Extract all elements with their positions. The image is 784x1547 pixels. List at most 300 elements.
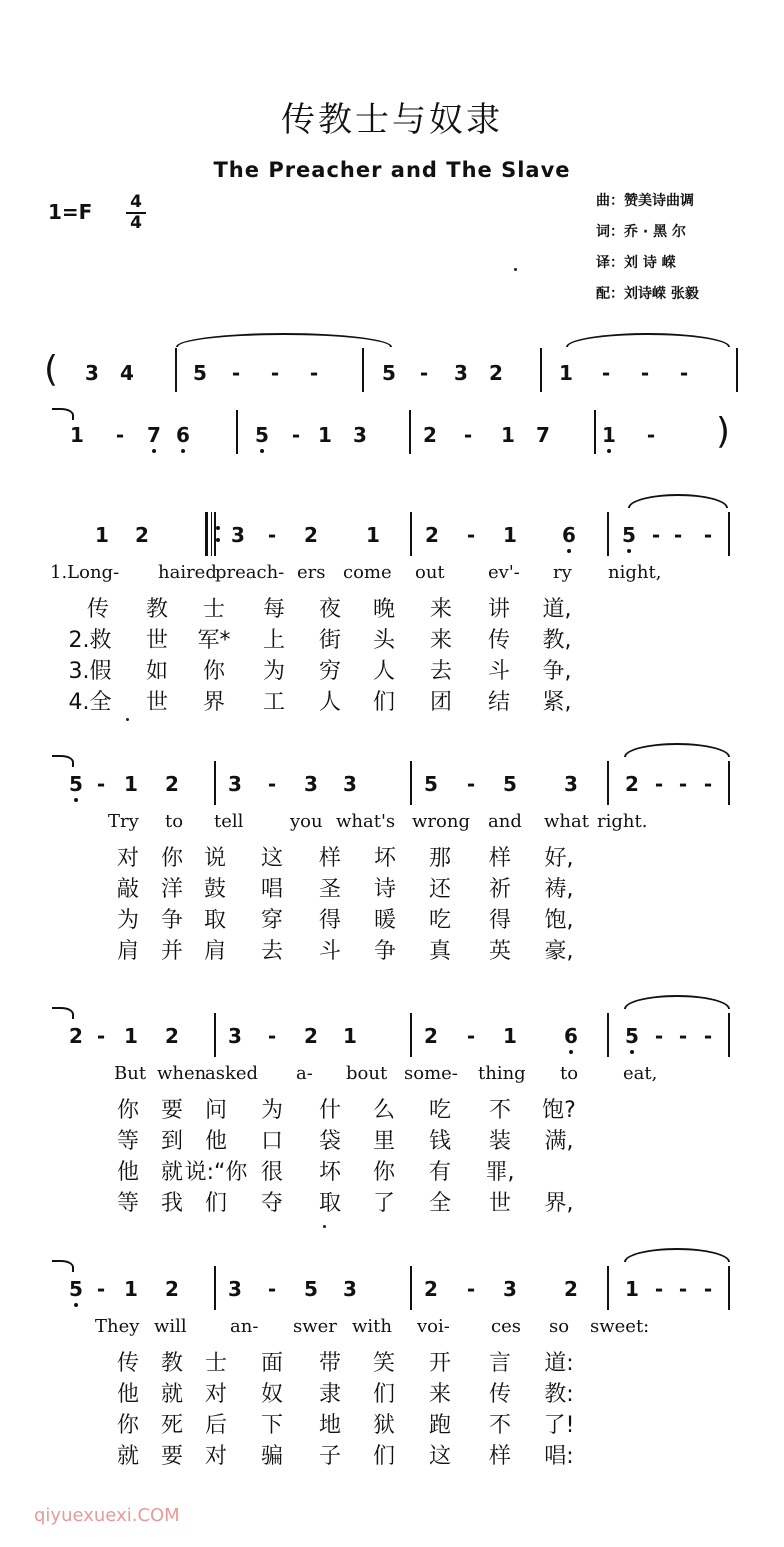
lyric-chinese: 后 <box>204 1413 228 1438</box>
note: 3 <box>228 772 242 796</box>
lyric-chinese: 为 <box>260 1098 284 1123</box>
lyric-chinese: 穿 <box>260 908 284 933</box>
note: - <box>267 1024 277 1048</box>
octave-dot <box>627 549 631 553</box>
lyric-chinese: 争, <box>542 659 572 684</box>
note: - <box>678 1277 688 1301</box>
barline <box>236 410 238 454</box>
lyric-chinese: 传 <box>116 1351 140 1376</box>
lyric-chinese: 如 <box>145 659 169 684</box>
lyric-english: sweet: <box>590 1316 650 1337</box>
lyric-chinese: 2.救 <box>68 628 112 653</box>
lyric-chinese: 死 <box>160 1413 184 1438</box>
note: 3 <box>231 523 245 547</box>
lyric-chinese: 这 <box>260 846 284 871</box>
lyric-chinese: 晚 <box>372 597 396 622</box>
lyric-chinese: 教: <box>544 1382 574 1407</box>
octave-dot <box>74 798 78 802</box>
note: - <box>270 361 280 385</box>
note: 5 <box>424 772 438 796</box>
note: 1 <box>602 424 616 446</box>
note: 5 <box>193 361 207 385</box>
lyric-english: asked <box>205 1063 259 1084</box>
note: 7 <box>147 424 161 446</box>
lyric-chinese: 上 <box>262 628 286 653</box>
lyric-chinese: 唱: <box>544 1444 574 1469</box>
lyric-english: night, <box>608 562 662 583</box>
note: - <box>678 1024 688 1048</box>
lyric-chinese: 教 <box>145 597 169 622</box>
barline <box>362 348 364 392</box>
speck <box>323 1225 326 1228</box>
barline <box>607 761 609 805</box>
credit-music: 曲：赞美诗曲调 <box>596 193 694 209</box>
lyric-chinese: 跑 <box>428 1413 452 1438</box>
watermark: qiyuexuexi.COM <box>34 1505 180 1526</box>
note: - <box>654 1277 664 1301</box>
lyric-chinese: 满, <box>544 1129 574 1154</box>
note: - <box>466 1024 476 1048</box>
lyric-chinese: 对 <box>204 1382 228 1407</box>
lyric-chinese: 唱 <box>260 877 284 902</box>
note: 6 <box>176 424 190 446</box>
lyric-chinese: 全 <box>428 1191 452 1216</box>
lyric-english: you <box>290 811 323 832</box>
lyric-chinese: 并 <box>160 939 184 964</box>
note: 7 <box>536 423 550 447</box>
lyric-chinese: 工 <box>262 690 286 715</box>
lyric-chinese: 不 <box>488 1413 512 1438</box>
lyric-chinese: 得 <box>488 908 512 933</box>
lyric-chinese: 世 <box>488 1191 512 1216</box>
tie-continuation <box>52 755 74 767</box>
lyric-chinese: 4.全 <box>68 690 112 715</box>
lyric-english: haired <box>158 562 217 583</box>
lyric-chinese: 真 <box>428 939 452 964</box>
lyric-chinese: 诗 <box>373 877 397 902</box>
song-subtitle: The Preacher and The Slave <box>213 158 571 182</box>
lyric-chinese: 里 <box>372 1129 396 1154</box>
lyric-english: to <box>560 1063 579 1084</box>
barline <box>409 410 411 454</box>
lyric-chinese: 很 <box>260 1160 284 1185</box>
lyric-english: 1.Long- <box>50 562 120 583</box>
lyric-chinese: 来 <box>429 628 453 653</box>
lyric-chinese: 取 <box>318 1191 342 1216</box>
note: 1 <box>70 423 84 447</box>
lyric-chinese: 就 <box>160 1160 184 1185</box>
lyric-chinese: 军* <box>197 628 231 653</box>
open-parenthesis: ( <box>44 349 59 390</box>
note: 5 <box>503 772 517 796</box>
lyric-chinese: 士 <box>202 597 226 622</box>
note: 1 <box>625 1277 639 1301</box>
note: 5 <box>69 773 83 795</box>
lyric-chinese: 祷, <box>544 877 574 902</box>
lyric-chinese: 道, <box>542 597 572 622</box>
lyric-chinese: 们 <box>372 690 396 715</box>
lyric-chinese: 头 <box>372 628 396 653</box>
tie-continuation <box>52 1260 74 1272</box>
note: 6 <box>562 524 576 546</box>
note: - <box>463 423 473 447</box>
note: 2 <box>165 1277 179 1301</box>
note: 5 <box>69 1278 83 1300</box>
lyric-chinese: 罪, <box>485 1160 515 1185</box>
note: - <box>601 361 611 385</box>
lyric-english: what's <box>336 811 396 832</box>
note: 2 <box>165 1024 179 1048</box>
lyric-chinese: 人 <box>318 690 342 715</box>
lyric-chinese: 传 <box>86 597 110 622</box>
lyric-chinese: 言 <box>488 1351 512 1376</box>
note: 1 <box>503 1024 517 1048</box>
speck <box>126 718 129 721</box>
lyric-chinese: 传 <box>487 628 511 653</box>
note: 3 <box>353 423 367 447</box>
lyric-chinese: 夺 <box>260 1191 284 1216</box>
lyric-chinese: 还 <box>428 877 452 902</box>
note: 2 <box>424 1024 438 1048</box>
lyric-english: bout <box>346 1063 388 1084</box>
barline <box>410 512 412 556</box>
note: - <box>267 523 277 547</box>
repeat-dot <box>216 526 220 530</box>
lyric-chinese: 饱, <box>544 908 574 933</box>
note: 3 <box>228 1024 242 1048</box>
barline <box>214 512 216 556</box>
lyric-english: ry <box>553 562 572 583</box>
lyric-chinese: 吃 <box>428 1098 452 1123</box>
lyric-chinese: 问 <box>204 1098 228 1123</box>
lyric-chinese: 装 <box>488 1129 512 1154</box>
lyric-chinese: 了! <box>543 1413 575 1438</box>
note: 5 <box>382 361 396 385</box>
note: - <box>678 772 688 796</box>
lyric-chinese: 们 <box>372 1444 396 1469</box>
lyric-chinese: 下 <box>260 1413 284 1438</box>
lyric-chinese: 3.假 <box>68 659 112 684</box>
tie-slur <box>566 333 730 347</box>
barline <box>410 761 412 805</box>
note: 1 <box>343 1024 357 1048</box>
note: 3 <box>228 1277 242 1301</box>
lyric-chinese: 界 <box>202 690 226 715</box>
lyric-chinese: 士 <box>204 1351 228 1376</box>
barline <box>410 1266 412 1310</box>
barline <box>728 1266 730 1310</box>
barline <box>728 512 730 556</box>
lyric-english: to <box>165 811 184 832</box>
barline <box>607 1266 609 1310</box>
note: 1 <box>124 1024 138 1048</box>
note: - <box>703 1277 713 1301</box>
octave-dot <box>152 449 156 453</box>
note: - <box>703 523 713 547</box>
lyric-chinese: 对 <box>116 846 140 871</box>
lyric-chinese: 坏 <box>318 1160 342 1185</box>
credit-lyrics: 词：乔 · 黑 尔 <box>596 224 686 240</box>
lyric-chinese: 他 <box>116 1160 140 1185</box>
note: 5 <box>304 1277 318 1301</box>
barline <box>410 1013 412 1057</box>
note: 5 <box>255 424 269 446</box>
note: 1 <box>124 772 138 796</box>
tie-continuation <box>52 1007 74 1019</box>
note: 2 <box>424 1277 438 1301</box>
lyric-chinese: 带 <box>318 1351 342 1376</box>
lyric-english: ces <box>491 1316 521 1337</box>
lyric-chinese: 口 <box>260 1129 284 1154</box>
lyric-chinese: 为 <box>262 659 286 684</box>
lyric-chinese: 穷 <box>318 659 342 684</box>
barline <box>540 348 542 392</box>
octave-dot <box>181 449 185 453</box>
lyric-chinese: 斗 <box>487 659 511 684</box>
lyric-chinese: 紧, <box>542 690 572 715</box>
note: - <box>291 423 301 447</box>
barline <box>607 1013 609 1057</box>
note: - <box>651 523 661 547</box>
lyric-english: voi- <box>417 1316 450 1337</box>
lyric-chinese: 们 <box>204 1191 228 1216</box>
note: 4 <box>120 361 134 385</box>
lyric-chinese: 敲 <box>116 877 140 902</box>
note: 2 <box>165 772 179 796</box>
lyric-chinese: 教 <box>160 1351 184 1376</box>
note: 3 <box>85 361 99 385</box>
note: 3 <box>503 1277 517 1301</box>
lyric-chinese: 传 <box>488 1382 512 1407</box>
lyric-chinese: 得 <box>318 908 342 933</box>
note: 2 <box>423 423 437 447</box>
lyric-chinese: 去 <box>260 939 284 964</box>
note: - <box>679 361 689 385</box>
lyric-chinese: 就 <box>116 1444 140 1469</box>
lyric-chinese: 地 <box>318 1413 342 1438</box>
note: 2 <box>135 523 149 547</box>
lyric-chinese: 为 <box>116 908 140 933</box>
lyric-chinese: 说:“你 <box>184 1160 248 1185</box>
lyric-chinese: 笑 <box>372 1351 396 1376</box>
note: 2 <box>625 772 639 796</box>
note: - <box>231 361 241 385</box>
note: 1 <box>503 523 517 547</box>
lyric-english: thing <box>478 1063 526 1084</box>
lyric-chinese: 有 <box>428 1160 452 1185</box>
lyric-chinese: 隶 <box>318 1382 342 1407</box>
note: 2 <box>69 1024 83 1048</box>
octave-dot <box>569 1050 573 1054</box>
lyric-chinese: 那 <box>428 846 452 871</box>
lyric-chinese: 夜 <box>318 597 342 622</box>
lyric-chinese: 袋 <box>318 1129 342 1154</box>
lyric-english: ev'- <box>488 562 520 583</box>
barline <box>736 348 738 392</box>
note: 5 <box>625 1025 639 1047</box>
note: 1 <box>501 423 515 447</box>
lyric-chinese: 肩 <box>203 939 227 964</box>
note: 2 <box>304 1024 318 1048</box>
song-title: 传教士与奴隶 <box>281 100 503 140</box>
time-signature <box>126 194 146 232</box>
note: - <box>267 1277 277 1301</box>
lyric-chinese: 英 <box>488 939 512 964</box>
note: - <box>96 1024 106 1048</box>
lyric-chinese: 你 <box>160 846 184 871</box>
octave-dot <box>260 449 264 453</box>
lyric-chinese: 饱? <box>542 1098 576 1123</box>
octave-dot <box>74 1303 78 1307</box>
note: - <box>466 772 476 796</box>
lyric-chinese: 们 <box>372 1382 396 1407</box>
note: - <box>466 523 476 547</box>
barline <box>214 1266 216 1310</box>
tie-slur <box>624 995 730 1009</box>
lyric-english: some- <box>404 1063 458 1084</box>
lyric-chinese: 争 <box>160 908 184 933</box>
lyric-english: come <box>343 562 392 583</box>
credits <box>596 186 699 310</box>
lyric-english: eat, <box>623 1063 658 1084</box>
lyric-chinese: 他 <box>116 1382 140 1407</box>
lyric-chinese: 好, <box>544 846 574 871</box>
note: - <box>419 361 429 385</box>
lyric-chinese: 等 <box>116 1129 140 1154</box>
lyric-chinese: 街 <box>318 628 342 653</box>
lyric-chinese: 祈 <box>488 877 512 902</box>
lyric-chinese: 吃 <box>428 908 452 933</box>
lyric-chinese: 不 <box>488 1098 512 1123</box>
note: 3 <box>454 361 468 385</box>
note: 2 <box>425 523 439 547</box>
lyric-english: right. <box>597 811 648 832</box>
note: - <box>654 1024 664 1048</box>
lyric-english: what <box>544 811 589 832</box>
lyric-chinese: 骗 <box>260 1444 284 1469</box>
barline <box>728 1013 730 1057</box>
lyric-english: Try <box>108 811 139 832</box>
lyric-chinese: 就 <box>160 1382 184 1407</box>
credit-arrangement: 配：刘诗嵘 张毅 <box>596 286 699 302</box>
lyric-chinese: 么 <box>372 1098 396 1123</box>
lyric-chinese: 教, <box>542 628 572 653</box>
tie-continuation <box>52 408 74 420</box>
note: 5 <box>622 524 636 546</box>
note: 6 <box>564 1025 578 1047</box>
repeat-dot <box>216 538 220 542</box>
lyric-english: with <box>352 1316 392 1337</box>
lyric-chinese: 世 <box>145 628 169 653</box>
note: - <box>309 361 319 385</box>
lyric-chinese: 这 <box>428 1444 452 1469</box>
speck <box>514 268 517 271</box>
lyric-chinese: 你 <box>116 1413 140 1438</box>
tie-slur <box>624 1248 730 1262</box>
octave-dot <box>567 549 571 553</box>
lyric-chinese: 你 <box>116 1098 140 1123</box>
lyric-english: out <box>415 562 445 583</box>
note: - <box>466 1277 476 1301</box>
tie-slur <box>176 333 392 347</box>
lyric-chinese: 钱 <box>428 1129 452 1154</box>
octave-dot <box>630 1050 634 1054</box>
lyric-chinese: 要 <box>160 1444 184 1469</box>
note: - <box>115 423 125 447</box>
lyric-chinese: 对 <box>204 1444 228 1469</box>
lyric-english: an- <box>230 1316 259 1337</box>
octave-dot <box>607 449 611 453</box>
repeat-line <box>205 512 208 556</box>
lyric-chinese: 去 <box>429 659 453 684</box>
lyric-chinese: 洋 <box>160 877 184 902</box>
lyric-chinese: 争 <box>373 939 397 964</box>
lyric-chinese: 讲 <box>487 597 511 622</box>
note: 3 <box>564 772 578 796</box>
lyric-english: so <box>549 1316 570 1337</box>
lyric-chinese: 奴 <box>260 1382 284 1407</box>
note: - <box>703 1024 713 1048</box>
lyric-english: will <box>154 1316 187 1337</box>
lyric-chinese: 等 <box>116 1191 140 1216</box>
lyric-chinese: 界, <box>544 1191 574 1216</box>
lyric-chinese: 面 <box>260 1351 284 1376</box>
lyric-chinese: 说 <box>203 846 227 871</box>
lyric-english: But <box>114 1063 147 1084</box>
barline <box>214 761 216 805</box>
lyric-chinese: 世 <box>145 690 169 715</box>
lyric-chinese: 鼓 <box>203 877 227 902</box>
lyric-chinese: 狱 <box>372 1413 396 1438</box>
lyric-chinese: 到 <box>160 1129 184 1154</box>
repeat-line <box>211 512 212 556</box>
lyric-chinese: 圣 <box>318 877 342 902</box>
note: 1 <box>95 523 109 547</box>
lyric-chinese: 来 <box>428 1382 452 1407</box>
barline <box>175 348 177 392</box>
lyric-chinese: 肩 <box>116 939 140 964</box>
lyric-english: tell <box>214 811 244 832</box>
lyric-chinese: 我 <box>160 1191 184 1216</box>
note: 2 <box>489 361 503 385</box>
lyric-chinese: 他 <box>204 1129 228 1154</box>
time-top: 4 <box>130 192 142 212</box>
note: 1 <box>366 523 380 547</box>
lyric-chinese: 样 <box>318 846 342 871</box>
lyric-chinese: 暖 <box>373 908 397 933</box>
barline <box>594 410 596 454</box>
tie-slur <box>628 494 728 508</box>
lyric-chinese: 每 <box>262 597 286 622</box>
lyric-english: a- <box>296 1063 313 1084</box>
barline <box>214 1013 216 1057</box>
note: 1 <box>318 423 332 447</box>
note: - <box>640 361 650 385</box>
lyric-chinese: 团 <box>429 690 453 715</box>
lyric-chinese: 开 <box>428 1351 452 1376</box>
note: 3 <box>343 1277 357 1301</box>
lyric-chinese: 子 <box>318 1444 342 1469</box>
note: - <box>703 772 713 796</box>
note: - <box>96 1277 106 1301</box>
lyric-chinese: 什 <box>318 1098 342 1123</box>
lyric-chinese: 样 <box>488 1444 512 1469</box>
lyric-chinese: 取 <box>203 908 227 933</box>
note: - <box>646 423 656 447</box>
note: 1 <box>124 1277 138 1301</box>
note: - <box>673 523 683 547</box>
lyric-chinese: 你 <box>202 659 226 684</box>
